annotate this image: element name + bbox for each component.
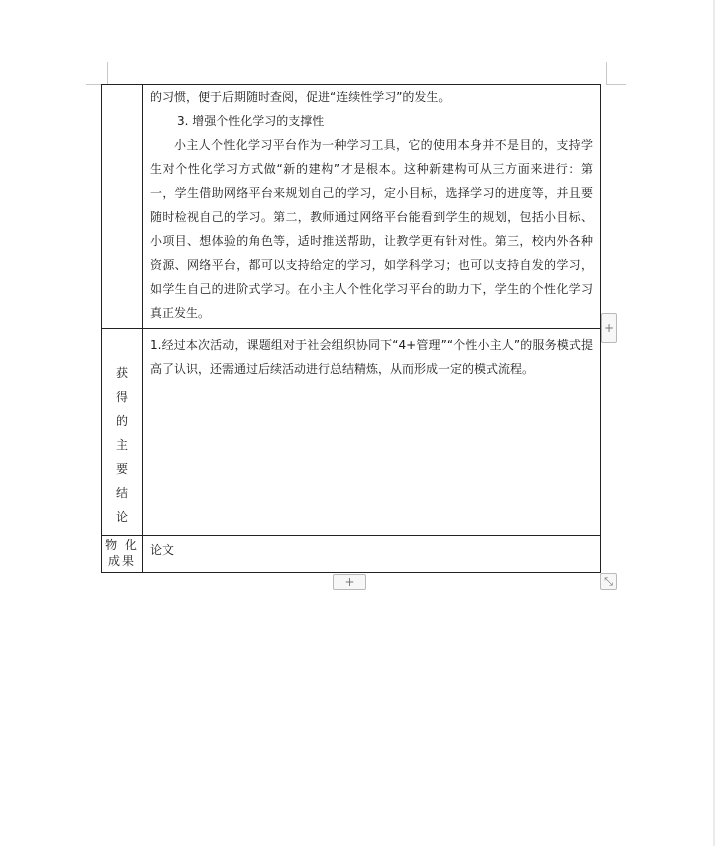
subheading-3: 3. 增强个性化学习的支撑性 [177,114,325,128]
crop-mark-top-right-horizontal [606,84,626,85]
label-cell-empty [102,85,143,329]
label-cell-conclusion [102,329,143,536]
outcome-label [102,536,142,569]
crop-mark-top-left-vertical [107,62,108,84]
label-char: 得 [115,390,128,404]
table-resize-handle[interactable] [600,573,617,590]
conclusion-label [102,329,142,529]
content-cell-method[interactable] [143,85,601,329]
outcome-text: 论文 [150,543,175,557]
resize-icon: ⤡ [604,575,613,588]
table-row-conclusion [102,329,601,536]
document-table [101,84,601,573]
table-row-method [102,85,601,329]
conclusion-text: 1.经过本次活动，课题组对于社会组织协同下“4+管理”“个性小主人”的服务模式提高了认识，还需通过后续活动进行总结精炼，从而形成一定的模式流程。 [150,338,593,376]
content-cell-outcome[interactable] [143,536,601,573]
content-cell-conclusion[interactable] [143,329,601,536]
label-char: 论 [115,510,128,524]
label-char: 获 [115,366,128,380]
outcome-label-line2: 成果 [107,554,136,568]
add-row-button[interactable] [333,574,366,590]
label-char: 要 [115,462,128,476]
crop-mark-top-left-horizontal [86,84,101,85]
outcome-label-line1: 物 化 [105,538,139,552]
paragraph-support: 小主人个性化学习平台作为一种学习工具，它的使用本身并不是目的，支持学生对个性化学习方式做“新的建构”才是根本。这种新建构可从三方面来进行：第一，学生借助网络平台来规划自己的学习，定小目标，选择学习的进度等，并且要随时检视自己的学习。第二，教师通过网络平台能看到学生的规划，包括小目标、小项目、想体验的角色等，适时推送帮助，让教学更有针对性。第三，校内外各种资源、网络平台，都可以支持给定的学习，如学科学习；也可以支持自发的学习，如学生自己的进阶式学习。在小主人个性化学习平台的助力下，学生的个性化学习真正发生。 [150,138,593,320]
table-row-outcome [102,536,601,573]
label-char: 的 [115,414,128,428]
label-char: 主 [115,438,128,452]
crop-mark-top-right-vertical [606,62,607,84]
plus-icon: + [344,575,355,589]
paragraph-continuation: 的习惯，便于后期随时查阅，促进“连续性学习”的发生。 [150,90,451,104]
label-char: 结 [115,486,128,500]
label-cell-outcome [102,536,143,573]
add-column-button[interactable] [601,313,617,343]
plus-icon: + [603,321,615,335]
